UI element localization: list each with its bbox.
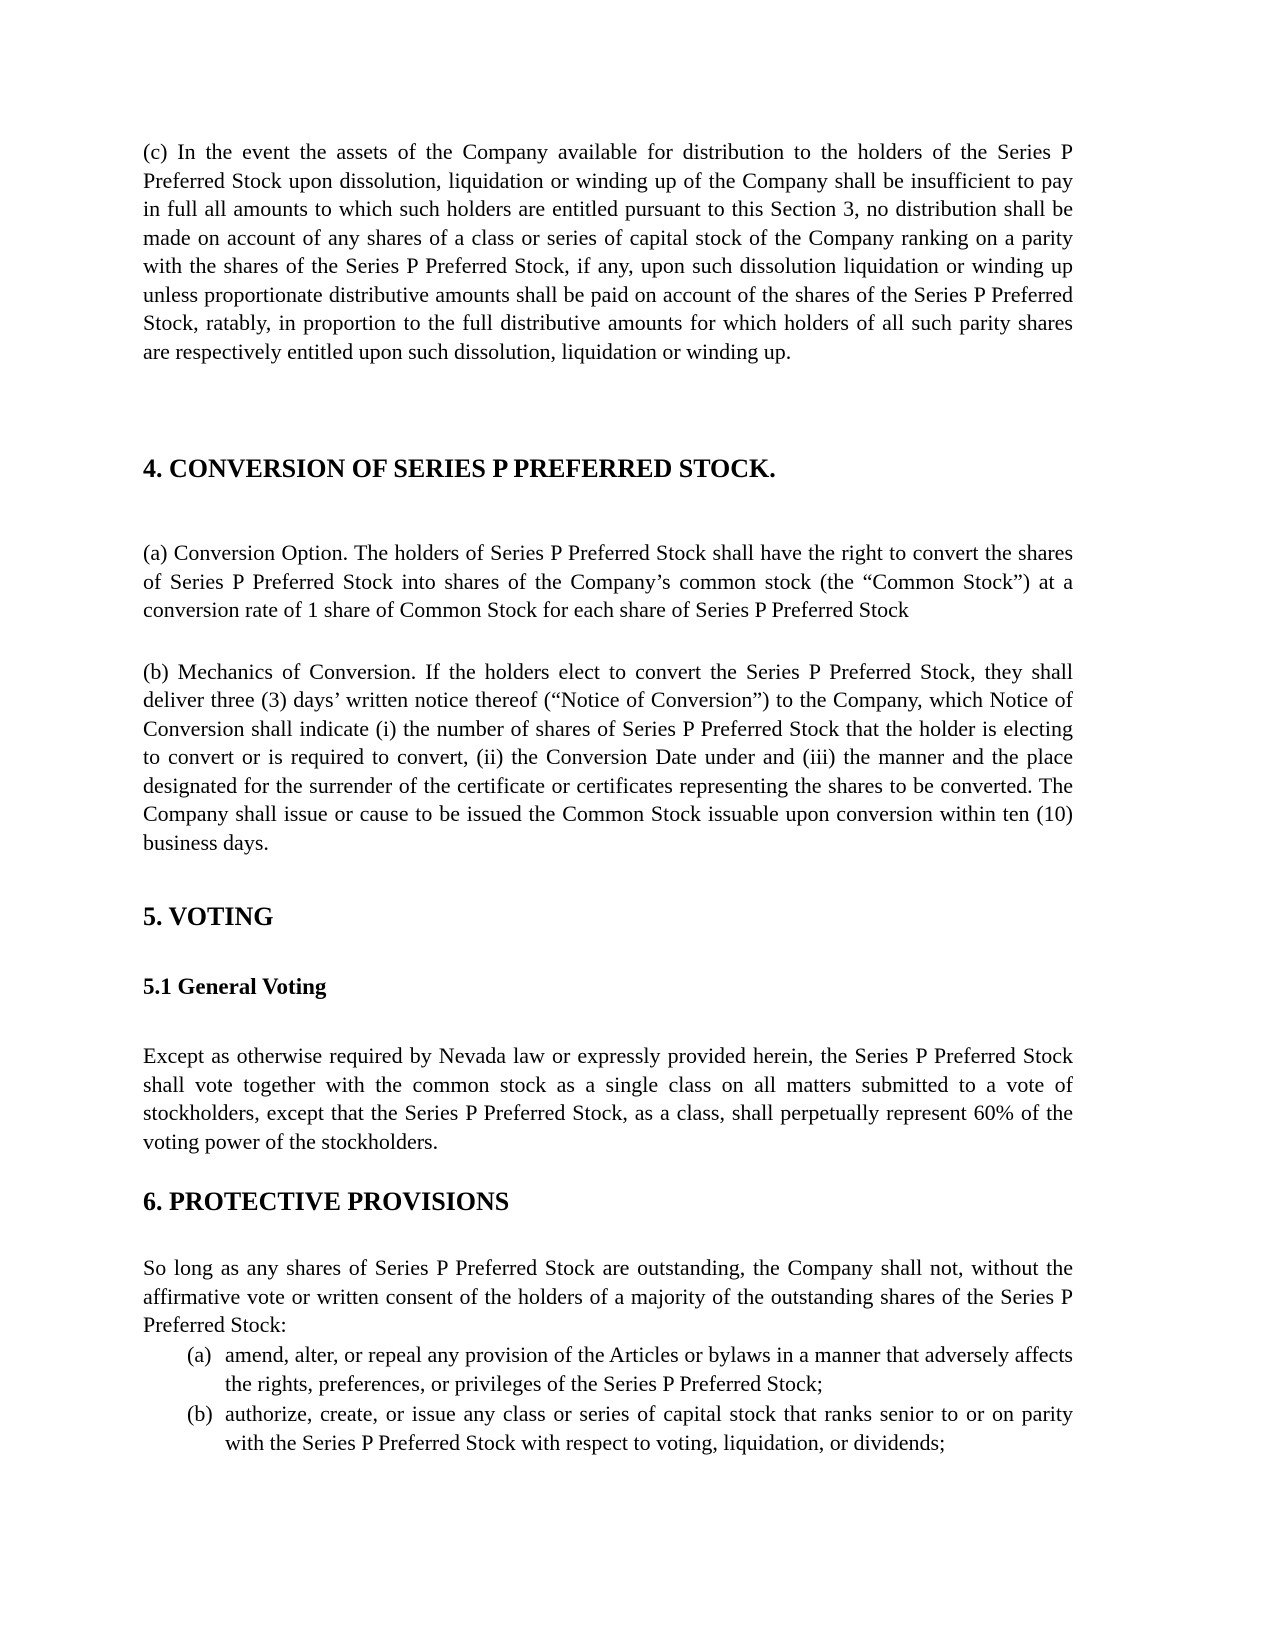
list-item-text: authorize, create, or issue any class or series of capital stock that ranks senior to or on parity with the Series P Preferred Stock with respect to voting, liquidation, or dividends;	[225, 1400, 1073, 1455]
section-4-heading: 4. CONVERSION OF SERIES P PREFERRED STOCK.	[143, 454, 776, 483]
protective-provisions-list	[143, 1340, 1073, 1458]
paragraph-general-voting: Except as otherwise required by Nevada law or expressly provided herein, the Series P Preferred Stock shall vote together with the common stock as a single class on all matters submitted to a vote of stockholders, except that the Series P Preferred Stock, as a class, shall perpetually represent 60% of the voting power of the stockholders.	[143, 1043, 1073, 1154]
section-5-heading: 5. VOTING	[143, 902, 274, 931]
paragraph-protective-intro: So long as any shares of Series P Preferred Stock are outstanding, the Company shall not, without the affirmative vote or written consent of the holders of a majority of the outstanding shares of the Series P Preferred Stock:	[143, 1255, 1073, 1337]
list-item-text: amend, alter, or repeal any provision of the Articles or bylaws in a manner that adversely affects the rights, preferences, or privileges of the Series P Preferred Stock;	[225, 1341, 1073, 1396]
document-content	[143, 138, 1073, 1458]
list-item	[143, 1399, 1073, 1458]
list-item	[143, 1340, 1073, 1399]
list-item-marker: (b)	[187, 1400, 213, 1426]
section-6-heading: 6. PROTECTIVE PROVISIONS	[143, 1187, 510, 1216]
paragraph-mechanics-of-conversion: (b) Mechanics of Conversion. If the holders elect to convert the Series P Preferred Stock, they shall deliver three (3) days’ written notice thereof (“Notice of Conversion”) to the Company, which Notice of Conversion shall indicate (i) the number of shares of Series P Preferred Stock that the holder is electing to convert or is required to convert, (ii) the Conversion Date under and (iii) the manner and the place designated for the surrender of the certificate or certificates representing the shares to be converted. The Company shall issue or cause to be issued the Common Stock issuable upon conversion within ten (10) business days.	[143, 658, 1073, 855]
section-5-1-heading: 5.1 General Voting	[143, 974, 327, 999]
paragraph-conversion-option: (a) Conversion Option. The holders of Series P Preferred Stock shall have the right to convert the shares of Series P Preferred Stock into shares of the Company’s common stock (the “Common Stock”) at a conversion rate of 1 share of Common Stock for each share of Series P Preferred Stock	[143, 540, 1073, 622]
paragraph-liquidation-c: (c) In the event the assets of the Company available for distribution to the holders of the Series P Preferred Stock upon dissolution, liquidation or winding up of the Company shall be insufficient to pay in full all amounts to which such holders are entitled pursuant to this Section 3, no distribution shall be made on account of any shares of a class or series of capital stock of the Company ranking on a parity with the shares of the Series P Preferred Stock, if any, upon such dissolution liquidation or winding up unless proportionate distributive amounts shall be paid on account of the shares of the Series P Preferred Stock, ratably, in proportion to the full distributive amounts for which holders of all such parity shares are respectively entitled upon such dissolution, liquidation or winding up.	[143, 139, 1073, 364]
list-item-marker: (a)	[187, 1341, 212, 1367]
